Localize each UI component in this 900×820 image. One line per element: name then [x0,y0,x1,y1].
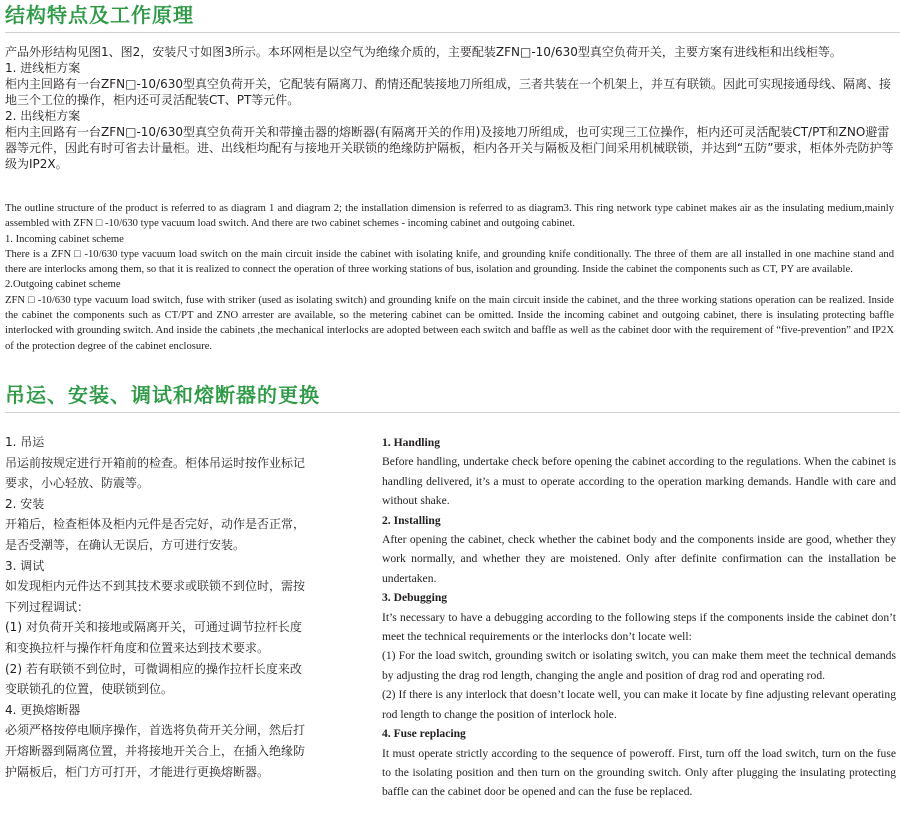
section-divider [5,32,900,33]
paragraph: 吊运前按规定进行开箱前的检查。柜体吊运时按作业标记要求，小心轻放、防震等。 [5,455,306,491]
paragraph: (1) For the load switch, grounding switch or isolating switch, you can make them meet the technical demands by adjusting the drag rod length, changing the angle and position of drag rod and operating rod. [382,649,896,682]
paragraph: There is a ZFN □ -10/630 type vacuum load switch on the main circuit inside the cabinet with isolating knife, and grounding knife conditionally. The three of them are all installed in one machine stand and there are interlocks among them, so that it is realized to connect the operation of three working stations of bus, isolation and grounding. Inside the cabinet the components such as CT, PY are available. [5,248,894,276]
paragraph: 产品外形结构见图1、图2，安装尺寸如图3所示。本环网柜是以空气为绝缘介质的，主要配装ZFN□-10/630型真空负荷开关，主要方案有进线柜和出线柜等。 [5,45,842,59]
paragraph: (1) 对负荷开关和接地或隔离开关，可通过调节拉杆长度和变换拉杆与操作杆角度和位置来达到技术要求。 [5,620,302,655]
paragraph: After opening the cabinet, check whether the cabinet body and the components inside are good, whether they work normally, and whether they are moistened. Only after definite confirmation can the installation be undertaken. [382,533,896,585]
subheading: 2. Installing [382,513,441,527]
paragraph: 必须严格按停电顺序操作，首选将负荷开关分闸，然后打开熔断器到隔离位置，并将接地开关合上，在插入绝缘防护隔板后，柜门方可打开，才能进行更换熔断器。 [5,723,306,779]
subheading: 1. 进线柜方案 [5,61,81,75]
paragraph: (2) If there is any interlock that doesn’t locate well, you can make it locate by fine adjusting relevant operating rod length to change the position of interlock hole. [382,688,896,721]
paragraph: 开箱后，检查柜体及柜内元件是否完好，动作是否正常，是否受潮等，在确认无误后，方可进行安装。 [5,517,306,552]
paragraph: (2) 若有联锁不到位时，可微调相应的操作拉杆长度来改变联锁孔的位置，使联锁到位。 [5,661,302,697]
subheading: 4. Fuse replacing [382,727,466,741]
paragraph: The outline structure of the product is referred to as diagram 1 and diagram 2; the installation dimension is referred to as diagram3. This ring network type cabinet makes air as the insulating medium,mainly assembled with ZFN □ -10/630 type vacuum load switch. And there are two cabinet schemes - incoming cabinet and outgoing cabinet. [5,203,894,230]
paragraph: Before handling, undertake check before opening the cabinet according to the regulations. When the cabinet is handling delivered, it’s a must to operate according to the operation marking demands. Handle with care and without shake. [382,455,896,508]
subheading: 2. 出线柜方案 [5,109,81,123]
subheading: 2.Outgoing cabinet scheme [5,279,121,291]
paragraph: 如发现柜内元件达不到其技术要求或联锁不到位时，需按下列过程调试： [5,579,306,614]
subheading: 2. 安装 [5,496,45,511]
paragraph: ZFN □ -10/630 type vacuum load switch, fuse with striker (used as isolating switch) and grounding knife on the main circuit inside the cabinet, and the three working stations operation can be realized. Inside the cabinet the components such as CT/PT and ZNO arrester are available, so the metering cabinet can be omitted. Inside the incoming cabinet and outgoing cabinet, there is insulating protecting baffle interlocked with grounding switch. And inside the cabinets ,the mechanical interlocks are adopted between each switch and baffle as well as the cabinet door with the requirement of “five-prevention” and IP2X of the protection degree of the cabinet enclosure. [5,294,894,352]
handling-english-column [382,433,896,802]
section-divider [5,412,900,413]
paragraph: It’s necessary to have a debugging according to the following steps if the components inside the cabinet don’t meet the technical requirements or the interlocks don’t locate well: [382,610,896,644]
handling-chinese-column [5,432,305,782]
structure-chinese-text [5,44,894,172]
subheading: 3. Debugging [382,591,448,605]
subheading: 1. Handling [382,436,440,449]
section-header-structure [5,2,900,33]
paragraph: 柜内主回路有一台ZFN□-10/630型真空负荷开关和带撞击器的熔断器(有隔离开关的作用)及接地刀所组成，也可实现三工位操作，柜内还可灵活配装CT/PT和ZNO避雷器等元件，因此有时可省去计量柜。进、出线柜均配有与接地开关联锁的绝缘防护隔板，柜内各开关与隔板及柜门间采用机械联锁，并达到“五防”要求，柜体外壳防护等级为IP2X。 [5,125,894,171]
section-title: 结构特点及工作原理 [5,3,194,27]
subheading: 1. Incoming cabinet scheme [5,233,124,245]
subheading: 1. 吊运 [5,435,45,449]
subheading: 4. 更换熔断器 [5,702,81,717]
section-header-handling [5,382,900,413]
subheading: 3. 调试 [5,558,45,573]
paragraph: It must operate strictly according to the sequence of poweroff. First, turn off the load switch, turn on the fuse to the isolating position and then turn on the grounding switch. Only after plugging the insulating protecting baffle can the cabinet door be opened and can the fuse be replaced. [382,746,896,799]
paragraph: 柜内主回路有一台ZFN□-10/630型真空负荷开关，它配装有隔离刀、酌情还配装接地刀所组成，三者共装在一个机架上，并互有联锁。因此可实现接通母线、隔离、接地三个工位的操作，柜内还可灵活配装CT、PT等元件。 [5,77,891,107]
structure-english-text [5,201,894,354]
section-title: 吊运、安装、调试和熔断器的更换 [5,383,320,407]
